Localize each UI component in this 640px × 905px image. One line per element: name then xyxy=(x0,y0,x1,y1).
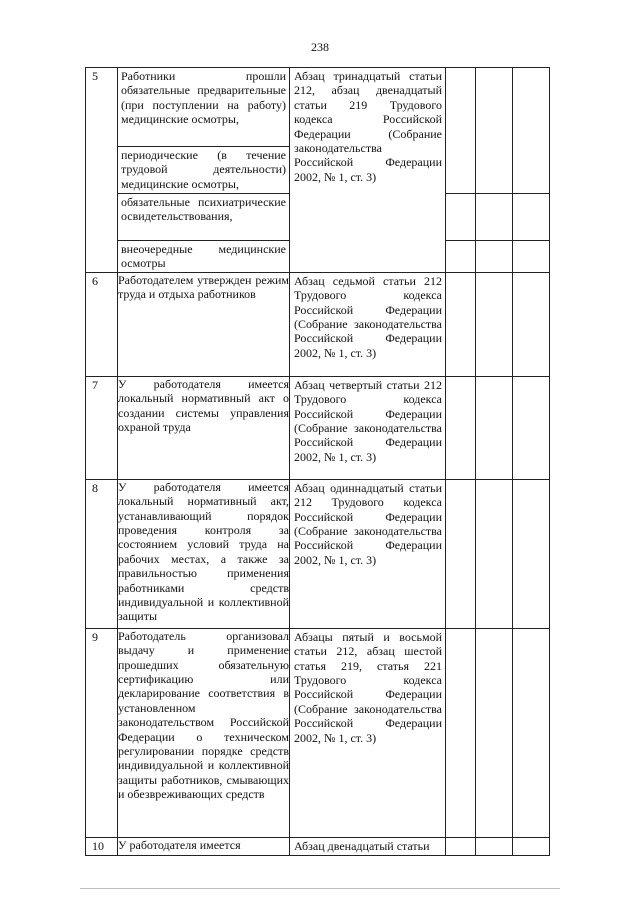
legal-reference: Абзацы пятый и восьмой статьи 212, абзац шестой статья 219, статья 221 Трудового кодекса Российской Федерации (Собрание законодательства Российской Федерации 2002, № 1, ст. 3) xyxy=(290,628,446,837)
table-row xyxy=(86,272,550,376)
answer-no-cell[interactable] xyxy=(476,68,513,194)
page-number: 238 xyxy=(311,40,329,54)
answer-no-cell[interactable] xyxy=(476,272,513,376)
requirement-text: внеочередные медицинские осмотры xyxy=(118,241,290,273)
legal-reference: Абзац тринадцатый статьи 212, абзац двенадцатый статьи 219 Трудового кодекса Российской Федерации (Собрание законодательства Российской Федерации 2002, № 1, ст. 3) xyxy=(290,68,446,273)
answer-no-cell[interactable] xyxy=(476,479,513,628)
table-row xyxy=(86,479,550,628)
answer-na-cell[interactable] xyxy=(513,68,550,194)
row-number: 10 xyxy=(86,837,118,855)
table-row xyxy=(86,376,550,479)
table-row xyxy=(86,628,550,837)
requirement-text: Работники прошли обязательные предварительные (при поступлении на работу) медицинские осмотры, xyxy=(118,68,290,147)
legal-reference: Абзац одиннадцатый статьи 212 Трудового кодекса Российской Федерации (Собрание законодательства Российской Федерации 2002, № 1, ст. 3) xyxy=(290,479,446,628)
requirement-text: У работодателя имеется xyxy=(118,837,290,855)
answer-na-cell[interactable] xyxy=(513,194,550,241)
row-number: 5 xyxy=(86,68,118,273)
answer-yes-cell[interactable] xyxy=(446,376,476,479)
table-row xyxy=(86,68,550,147)
legal-reference: Абзац седьмой статьи 212 Трудового кодекса Российской Федерации (Собрание законодательства Российской Федерации 2002, № 1, ст. 3) xyxy=(290,272,446,376)
page-bottom-divider xyxy=(80,888,560,889)
answer-no-cell[interactable] xyxy=(476,241,513,273)
answer-na-cell[interactable] xyxy=(513,479,550,628)
legal-reference: Абзац двенадцатый статьи xyxy=(290,837,446,855)
answer-no-cell[interactable] xyxy=(476,376,513,479)
requirement-text: У работодателя имеется локальный нормативный акт о создании системы управления охраной труда xyxy=(118,376,290,479)
requirement-text: периодические (в течение трудовой деятельности) медицинские осмотры, xyxy=(118,147,290,194)
answer-yes-cell[interactable] xyxy=(446,272,476,376)
requirement-text: обязательные психиатрические освидетельствования, xyxy=(118,194,290,241)
answer-na-cell[interactable] xyxy=(513,272,550,376)
row-number: 8 xyxy=(86,479,118,628)
answer-yes-cell[interactable] xyxy=(446,68,476,194)
answer-na-cell[interactable] xyxy=(513,376,550,479)
row-number: 6 xyxy=(86,272,118,376)
answer-na-cell[interactable] xyxy=(513,628,550,837)
answer-no-cell[interactable] xyxy=(476,837,513,855)
requirement-text: У работодателя имеется локальный нормативный акт, устанавливающий порядок проведения контроля за состоянием условий труда на рабочих местах, а также за правильностью применения работниками средств индивидуальной и коллективной защиты xyxy=(118,479,290,628)
legal-reference: Абзац четвертый статьи 212 Трудового кодекса Российской Федерации (Собрание законодательства Российской Федерации 2002, № 1, ст. 3) xyxy=(290,376,446,479)
answer-yes-cell[interactable] xyxy=(446,628,476,837)
table-row xyxy=(86,837,550,855)
answer-yes-cell[interactable] xyxy=(446,479,476,628)
answer-yes-cell[interactable] xyxy=(446,194,476,241)
answer-na-cell[interactable] xyxy=(513,837,550,855)
answer-na-cell[interactable] xyxy=(513,241,550,273)
requirement-text: Работодатель организовал выдачу и применение прошедших обязательную сертификацию или декларирование соответствия в установленном законодательством Российской Федерации о техническом регулировании порядке средств индивидуальной и коллективной защиты работников, смывающих и обезвреживающих средств xyxy=(118,628,290,837)
answer-yes-cell[interactable] xyxy=(446,837,476,855)
answer-no-cell[interactable] xyxy=(476,194,513,241)
answer-yes-cell[interactable] xyxy=(446,241,476,273)
requirement-text: Работодателем утвержден режим труда и отдыха работников xyxy=(118,272,290,376)
answer-no-cell[interactable] xyxy=(476,628,513,837)
row-number: 7 xyxy=(86,376,118,479)
row-number: 9 xyxy=(86,628,118,837)
checklist-table xyxy=(85,67,550,856)
